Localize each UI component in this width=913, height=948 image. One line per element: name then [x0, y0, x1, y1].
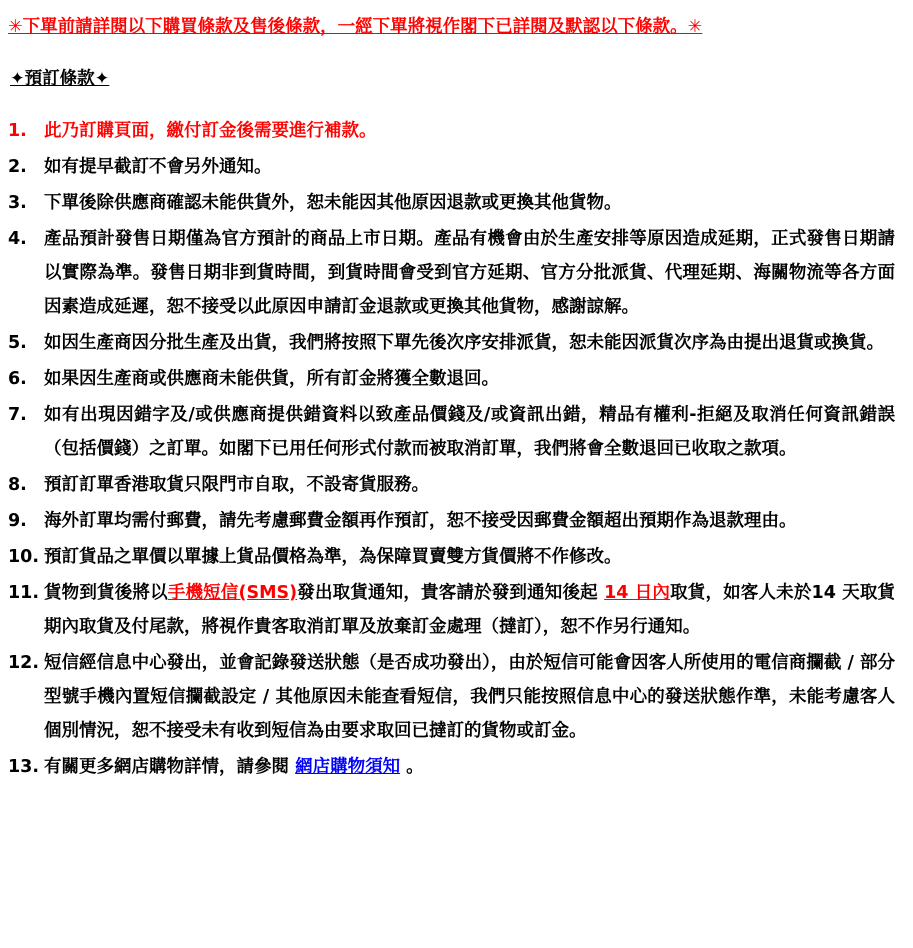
text-segment: 預訂貨品之單價以單據上貨品價格為準，為保障買賣雙方貨價將不作修改。 — [44, 547, 622, 567]
term-item-11 — [8, 576, 895, 644]
term-number: 2. — [8, 157, 27, 177]
term-text — [44, 504, 895, 538]
term-text — [44, 540, 895, 574]
term-item-13 — [8, 750, 895, 784]
term-number: 13. — [8, 757, 40, 777]
term-item-12 — [8, 646, 895, 748]
term-text — [44, 646, 895, 748]
text-segment: 發出取貨通知，貴客請於發到通知後起 — [297, 583, 605, 603]
text-segment: 產品預計發售日期僅為官方預計的商品上市日期。產品有機會由於生產安排等原因造成延期，正式發售日期請以實際為準。發售日期非到貨時間，到貨時間會受到官方延期、官方分批派貨、代理延期、海關物流等各方面因素造成延遲，恕不接受以此原因申請訂金退款或更換其他貨物，感謝諒解。 — [44, 229, 895, 317]
term-text — [44, 114, 895, 148]
term-text — [44, 468, 895, 502]
term-number: 9. — [8, 511, 27, 531]
term-item-6 — [8, 362, 895, 396]
section-header-preorder-terms: ✦預訂條款✦ — [10, 69, 110, 89]
term-number: 3. — [8, 193, 27, 213]
term-text — [44, 750, 895, 784]
page-title: ✳下單前請詳閱以下購買條款及售後條款，一經下單將視作閣下已詳閱及默認以下條款。✳ — [8, 17, 703, 37]
term-text — [44, 362, 895, 396]
term-number: 12. — [8, 653, 40, 673]
term-item-9 — [8, 504, 895, 538]
term-number: 11. — [8, 583, 40, 603]
term-text — [44, 150, 895, 184]
term-number: 4. — [8, 229, 27, 249]
text-segment: 如因生產商因分批生產及出貨，我們將按照下單先後次序安排派貨，恕未能因派貨次序為由提出退貨或換貨。 — [44, 333, 884, 353]
text-segment: 如有出現因錯字及/或供應商提供錯資料以致產品價錢及/或資訊出錯，精品有權利-拒絕及取消任何資訊錯誤（包括價錢）之訂單。如閣下已用任何形式付款而被取消訂單，我們將會全數退回已收取之款項。 — [44, 405, 895, 459]
term-item-4 — [8, 222, 895, 324]
text-segment: 下單後除供應商確認未能供貨外，恕未能因其他原因退款或更換其他貨物。 — [44, 193, 622, 213]
text-segment: 此乃訂購頁面，繳付訂金後需要進行補款。 — [44, 121, 377, 141]
term-text — [44, 326, 895, 360]
shop-guide-link[interactable]: 網店購物須知 — [295, 757, 401, 777]
term-text — [44, 576, 895, 644]
terms-list — [8, 114, 895, 784]
term-item-3 — [8, 186, 895, 220]
term-number: 8. — [8, 475, 27, 495]
term-item-2 — [8, 150, 895, 184]
term-item-7 — [8, 398, 895, 466]
term-number: 6. — [8, 369, 27, 389]
term-number: 1. — [8, 121, 27, 141]
text-segment: 有關更多網店購物詳情，請參閱 — [44, 757, 296, 777]
term-number: 5. — [8, 333, 27, 353]
term-text — [44, 186, 895, 220]
highlight-text: 手機短信(SMS) — [167, 583, 298, 603]
text-segment: 預訂訂單香港取貨只限門市自取，不設寄貨服務。 — [44, 475, 429, 495]
text-segment: 如有提早截訂不會另外通知。 — [44, 157, 272, 177]
text-segment: 海外訂單均需付郵費，請先考慮郵費金額再作預訂，恕不接受因郵費金額超出預期作為退款理由。 — [44, 511, 797, 531]
term-number: 10. — [8, 547, 40, 567]
term-text — [44, 222, 895, 324]
term-item-10 — [8, 540, 895, 574]
term-item-1 — [8, 114, 895, 148]
text-segment: 短信經信息中心發出，並會記錄發送狀態（是否成功發出），由於短信可能會因客人所使用的電信商攔截 / 部分型號手機內置短信攔截設定 / 其他原因未能查看短信，我們只能按照信息中心的發送狀態作準，未能考慮客人個別情況，恕不接受未有收到短信為由要求取回已撻訂的貨物或訂金。 — [44, 653, 895, 741]
highlight-text: 14 日內 — [604, 583, 671, 603]
text-segment: 如果因生產商或供應商未能供貨，所有訂金將獲全數退回。 — [44, 369, 499, 389]
term-number: 7. — [8, 405, 27, 425]
term-text — [44, 398, 895, 466]
term-item-5 — [8, 326, 895, 360]
text-segment: 貨物到貨後將以 — [44, 583, 168, 603]
text-segment: 取貨，如客人未於14 天取貨期內取貨及付尾款，將視作貴客取消訂單及放棄訂金處理（撻訂），恕不作另行通知。 — [44, 583, 896, 637]
term-item-8 — [8, 468, 895, 502]
text-segment: 。 — [400, 757, 424, 777]
